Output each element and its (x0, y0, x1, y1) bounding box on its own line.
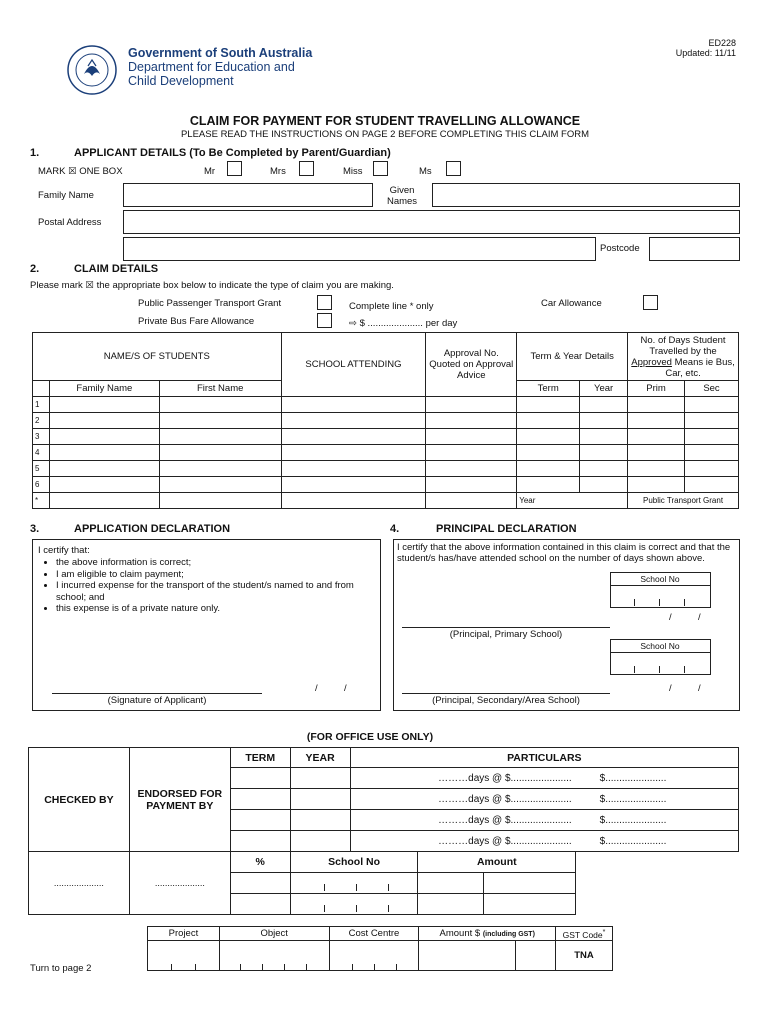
primary-school-no-tick (659, 599, 660, 606)
family-name-cell[interactable] (49, 493, 159, 509)
year-header: Year (580, 381, 628, 397)
title-mrs-checkbox[interactable] (299, 161, 314, 176)
sec-cell[interactable] (685, 397, 739, 413)
title-mrs-label: Mrs (270, 166, 286, 177)
primary-school-no-label: School No (640, 574, 680, 584)
office-header-row (29, 748, 739, 768)
approval-cell[interactable] (426, 477, 517, 493)
section3-heading: APPLICATION DECLARATION (74, 523, 231, 535)
term-cell[interactable] (517, 397, 580, 413)
secondary-school-no-label: School No (640, 641, 680, 651)
approval-cell[interactable] (426, 445, 517, 461)
year-cell[interactable] (580, 413, 628, 429)
amount-dollars-cell[interactable] (419, 941, 516, 971)
approval-cell[interactable] (426, 493, 517, 509)
approval-cell[interactable] (426, 461, 517, 477)
amount-part-cell[interactable] (418, 873, 484, 894)
title-miss-label: Miss (343, 166, 363, 177)
principal-declaration-text: I certify that the above information contained in this claim is correct and that the student/s has/have attended school on the number of days shown above. (397, 542, 731, 564)
section4-number: 4. (390, 523, 400, 535)
days-rate-cell[interactable]: ………days @ $...................... (350, 831, 576, 852)
form-subtitle: PLEASE READ THE INSTRUCTIONS ON PAGE 2 BEFORE COMPLETING THIS CLAIM FORM (180, 129, 590, 140)
sec-cell[interactable] (685, 445, 739, 461)
postal-address-line2[interactable] (123, 237, 596, 261)
object-cell[interactable] (219, 941, 329, 971)
first-name-cell[interactable] (159, 461, 281, 477)
primary-school-no-tick (684, 599, 685, 606)
students-header-row (33, 333, 739, 381)
row-number: 3 (33, 429, 50, 445)
office-term-cell[interactable] (230, 768, 290, 789)
car-allowance-checkbox[interactable] (643, 295, 658, 310)
form-code-block (676, 38, 736, 58)
amount-cell[interactable]: $...................... (576, 789, 739, 810)
account-coding-table (147, 926, 613, 971)
prim-cell[interactable] (628, 461, 685, 477)
office-year-cell[interactable] (290, 831, 350, 852)
days-header-approved: Approved (631, 356, 672, 368)
coding-tick (396, 964, 397, 971)
turn-to-page-2: Turn to page 2 (30, 963, 92, 974)
postal-address-label: Postal Address (38, 217, 102, 228)
sec-cell[interactable] (685, 413, 739, 429)
star-year-cell[interactable]: Year (517, 493, 628, 509)
office-school-no-header: School No (290, 852, 418, 873)
section2-heading: CLAIM DETAILS (74, 263, 159, 275)
term-header: Term (517, 381, 580, 397)
coding-tick (262, 964, 263, 971)
section4-heading: PRINCIPAL DECLARATION (436, 523, 577, 535)
per-day-rate-field[interactable]: ⇨ $ ..................... per day (349, 318, 458, 329)
coding-tick (195, 964, 196, 971)
primary-school-no-divider (610, 585, 710, 586)
project-header: Project (148, 927, 220, 941)
prim-cell[interactable] (628, 413, 685, 429)
secondary-date[interactable]: / / (669, 683, 701, 694)
year-cell[interactable] (580, 397, 628, 413)
school-cell[interactable] (281, 445, 426, 461)
mark-one-box-label: MARK ☒ ONE BOX (38, 166, 123, 177)
coding-tick (374, 964, 375, 971)
family-name-cell[interactable] (49, 461, 159, 477)
row-number: 2 (33, 413, 50, 429)
gst-code-label: GST Code (562, 929, 603, 940)
title-ms-checkbox[interactable] (446, 161, 461, 176)
postal-address-line1[interactable] (123, 210, 740, 234)
students-table (32, 332, 739, 509)
approval-header: Approval No. Quoted on Approval Advice (426, 333, 517, 397)
car-allowance-label: Car Allowance (541, 298, 602, 309)
object-header: Object (219, 927, 329, 941)
applicant-signature-line[interactable] (52, 693, 262, 694)
term-cell[interactable] (517, 445, 580, 461)
title-mr-label: Mr (204, 166, 216, 177)
term-year-header: Term & Year Details (517, 333, 628, 381)
office-amount-header: Amount (418, 852, 576, 873)
family-name-header: Family Name (49, 381, 159, 397)
percent-header: % (230, 852, 290, 873)
prim-cell[interactable] (628, 429, 685, 445)
percent-cell[interactable] (230, 894, 290, 915)
given-names-label: Given Names (386, 185, 418, 207)
gst-code-header (556, 927, 613, 941)
secondary-principal-label: (Principal, Secondary/Area School) (432, 695, 580, 706)
given-names-field[interactable] (432, 183, 740, 207)
declaration-bullet: • this expense is of a private nature only. (56, 603, 367, 615)
table-row (33, 429, 739, 445)
approval-cell[interactable] (426, 429, 517, 445)
first-name-cell[interactable] (159, 413, 281, 429)
office-term-cell[interactable] (230, 789, 290, 810)
row-number: 5 (33, 461, 50, 477)
amount-cell[interactable]: $...................... (576, 768, 739, 789)
title-mr-checkbox[interactable] (227, 161, 242, 176)
coding-tick (352, 964, 353, 971)
checked-by-label: CHECKED BY (29, 748, 130, 852)
prim-header: Prim (628, 381, 685, 397)
first-name-header: First Name (159, 381, 281, 397)
section1-heading: APPLICANT DETAILS (To Be Completed by Parent/Guardian) (74, 147, 391, 159)
term-cell[interactable] (517, 429, 580, 445)
complete-line-note: Complete line * only (349, 301, 434, 312)
form-code: ED228 (708, 38, 736, 48)
first-name-cell[interactable] (159, 429, 281, 445)
amount-cell[interactable]: $...................... (576, 810, 739, 831)
coding-tick (306, 964, 307, 971)
primary-principal-signature-line[interactable] (402, 627, 610, 628)
percent-cell[interactable] (230, 873, 290, 894)
org-name (128, 46, 312, 88)
sec-header: Sec (685, 381, 739, 397)
postcode-field[interactable] (649, 237, 740, 261)
coding-header-row (148, 927, 613, 941)
coding-tick (284, 964, 285, 971)
family-name-cell[interactable] (49, 413, 159, 429)
approval-cell[interactable] (426, 397, 517, 413)
days-rate-cell[interactable]: ………days @ $...................... (350, 810, 576, 831)
family-name-cell[interactable] (49, 477, 159, 493)
sec-cell[interactable] (685, 429, 739, 445)
table-row (33, 397, 739, 413)
amount-header (419, 927, 556, 941)
sec-cell[interactable] (685, 477, 739, 493)
project-cell[interactable] (148, 941, 220, 971)
primary-date[interactable]: / / (669, 612, 701, 623)
row-number-header (33, 381, 50, 397)
secondary-principal-signature-line[interactable] (402, 693, 610, 694)
secondary-school-no-tick (684, 666, 685, 673)
sa-government-logo (66, 44, 118, 96)
coding-tick (240, 964, 241, 971)
secondary-school-no-divider (610, 652, 710, 653)
option-ppt-label: Public Passenger Transport Grant (138, 298, 282, 309)
office-term-cell[interactable] (230, 831, 290, 852)
office-term-header: TERM (230, 748, 290, 768)
students-header: NAME/S OF STUDENTS (33, 333, 282, 381)
year-cell[interactable] (580, 445, 628, 461)
school-header: SCHOOL ATTENDING (281, 333, 426, 397)
table-row (33, 477, 739, 493)
section2-number: 2. (30, 263, 40, 275)
coding-entry-row (148, 941, 613, 971)
school-cell[interactable] (281, 493, 426, 509)
org-line1: Government of South Australia (128, 46, 313, 60)
claim-instruction: Please mark ☒ the appropriate box below to indicate the type of claim you are making. (30, 280, 394, 291)
first-name-cell[interactable] (159, 493, 281, 509)
table-row-star (33, 493, 739, 509)
applicant-signature-label: (Signature of Applicant) (107, 695, 207, 706)
table-row (33, 413, 739, 429)
office-year-cell[interactable] (290, 789, 350, 810)
org-line3: Child Development (128, 74, 234, 88)
secondary-school-no-tick (634, 666, 635, 673)
school-cell[interactable] (281, 429, 426, 445)
row-number: 1 (33, 397, 50, 413)
prim-cell[interactable] (628, 445, 685, 461)
school-cell[interactable] (281, 397, 426, 413)
first-name-cell[interactable] (159, 397, 281, 413)
office-year-cell[interactable] (290, 810, 350, 831)
table-row (33, 445, 739, 461)
office-year-header: YEAR (290, 748, 350, 768)
days-rate-cell[interactable]: ………days @ $...................... (350, 789, 576, 810)
days-header-part1: No. of Days Student Travelled by the (640, 334, 726, 357)
primary-school-no-tick (634, 599, 635, 606)
endorsed-by-signature[interactable]: .................... (129, 852, 230, 915)
first-name-cell[interactable] (159, 445, 281, 461)
org-line2: Department for Education and (128, 60, 295, 74)
amount-part-cell[interactable] (418, 894, 484, 915)
cost-centre-header: Cost Centre (329, 927, 419, 941)
amount-part-cell[interactable] (484, 873, 576, 894)
term-cell[interactable] (517, 477, 580, 493)
term-cell[interactable] (517, 413, 580, 429)
particulars-header: PARTICULARS (350, 748, 738, 768)
coding-tick (171, 964, 172, 971)
family-name-field[interactable] (123, 183, 373, 207)
office-school-no-tick (324, 905, 325, 912)
office-use-heading: (FOR OFFICE USE ONLY) (306, 731, 434, 743)
first-name-cell[interactable] (159, 477, 281, 493)
incl-gst-label: (including GST) (482, 931, 535, 938)
amount-part-cell[interactable] (484, 894, 576, 915)
updated-date: Updated: 11/11 (675, 48, 736, 58)
gst-code-star: * (602, 927, 606, 936)
school-no-cell[interactable] (290, 894, 418, 915)
school-cell[interactable] (281, 461, 426, 477)
row-number: * (33, 493, 50, 509)
school-cell[interactable] (281, 477, 426, 493)
primary-principal-label: (Principal, Primary School) (449, 629, 563, 640)
school-no-cell[interactable] (290, 873, 418, 894)
family-name-cell[interactable] (49, 397, 159, 413)
option-ppt-checkbox[interactable] (317, 295, 332, 310)
office-use-table (28, 747, 739, 915)
days-rate-cell[interactable]: ………days @ $...................... (350, 768, 576, 789)
declaration-intro: I certify that: (38, 545, 90, 556)
office-school-no-tick (356, 884, 357, 891)
sec-cell[interactable] (685, 461, 739, 477)
option-pbf-label: Private Bus Fare Allowance (138, 316, 255, 327)
prim-cell[interactable] (628, 477, 685, 493)
declaration-bullet: • I am eligible to claim payment; (56, 569, 367, 581)
applicant-date[interactable]: / / (315, 683, 347, 694)
family-name-label: Family Name (38, 190, 94, 201)
office-term-cell[interactable] (230, 810, 290, 831)
office-school-no-tick (356, 905, 357, 912)
days-header (628, 333, 739, 381)
family-name-cell[interactable] (49, 445, 159, 461)
title-miss-checkbox[interactable] (373, 161, 388, 176)
amount-cents-cell[interactable] (516, 941, 556, 971)
section3-number: 3. (30, 523, 40, 535)
form-title: CLAIM FOR PAYMENT FOR STUDENT TRAVELLING ALLOWANCE (189, 114, 581, 128)
office-sub-header-row (29, 852, 739, 873)
declaration-bullet: • I incurred expense for the transport of the student/s named to and from school; and (56, 580, 367, 603)
prim-cell[interactable] (628, 397, 685, 413)
section1-number: 1. (30, 147, 40, 159)
title-ms-label: Ms (419, 166, 432, 177)
postcode-label: Postcode (600, 243, 640, 254)
row-number: 4 (33, 445, 50, 461)
office-year-cell[interactable] (290, 768, 350, 789)
sa-seal-icon (66, 44, 118, 96)
row-number: 6 (33, 477, 50, 493)
amount-cell[interactable]: $...................... (576, 831, 739, 852)
option-pbf-checkbox[interactable] (317, 313, 332, 328)
amount-header-label: Amount $ (439, 928, 481, 939)
secondary-school-no-tick (659, 666, 660, 673)
year-cell[interactable] (580, 429, 628, 445)
office-school-no-tick (388, 905, 389, 912)
school-cell[interactable] (281, 413, 426, 429)
star-ppt-cell[interactable]: Public Transport Grant (628, 493, 739, 509)
year-cell[interactable] (580, 461, 628, 477)
approval-cell[interactable] (426, 413, 517, 429)
family-name-cell[interactable] (49, 429, 159, 445)
office-school-no-tick (388, 884, 389, 891)
table-row (33, 461, 739, 477)
checked-by-signature[interactable]: .................... (29, 852, 130, 915)
days-header-part2: Means ie Bus, Car, etc. (665, 356, 735, 379)
office-school-no-tick (324, 884, 325, 891)
endorsed-by-label: ENDORSED FOR PAYMENT BY (129, 748, 230, 852)
declaration-bullet: • the above information is correct; (56, 557, 367, 569)
year-cell[interactable] (580, 477, 628, 493)
declaration-bullets (42, 557, 367, 615)
term-cell[interactable] (517, 461, 580, 477)
gst-code-value: TNA (556, 941, 613, 971)
